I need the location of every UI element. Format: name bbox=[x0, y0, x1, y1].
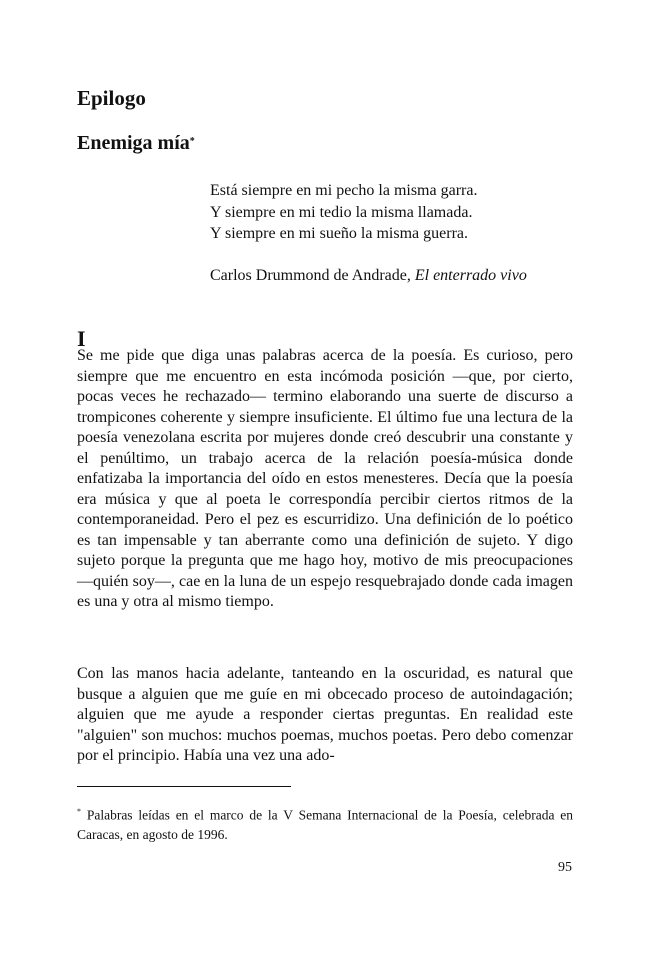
epigraph-attribution bbox=[210, 267, 527, 285]
chapter-title-text: Enemiga mía bbox=[77, 132, 190, 154]
part-number: I bbox=[77, 326, 86, 351]
body-paragraph: Con las manos hacia adelante, tanteando en la oscuridad, es natural que busque a alguien que me guíe en mi obcecado proceso de autoindagación; alguien que me ayude a responder ciertas preguntas. En realidad este "alguien" son muchos: muchos poemas, muchos poetas. Pero debo comenzar por el principio. Había una vez una ado- bbox=[77, 665, 573, 764]
footnote-marker: * bbox=[77, 807, 81, 816]
chapter-title bbox=[77, 132, 195, 155]
footnote-divider bbox=[77, 786, 291, 787]
epigraph bbox=[210, 180, 590, 245]
body-paragraph: Se me pide que diga unas palabras acerca de la poesía. Es curioso, pero siempre que me encuentro en esta incómoda posición —que, por cierto, pocas veces he rechazado— termino elaborando una suerte de discurso a trompicones coherente y siempre insuficiente. El último fue una lectura de la poesía venezolana escrita por mujeres donde creó descubrir una constante y el penúltimo, un trabajo acerca de la relación poesía-música donde enfatizaba la importancia del oído en estos menesteres. Decía que la poesía era música y que al poeta le correspondía percibir ciertos ritmos de la contemporaneidad. Pero el pez es escurridizo. Una definición de lo poético es tan impensable y tan aberrante como una definición de sujeto. Y digo sujeto porque la pregunta que me hago hoy, motivo de mis preocupaciones —quién soy—, cae en la luna de un espejo resquebrajado donde cada imagen es una y otra al mismo tiempo. bbox=[77, 347, 573, 610]
epigraph-work: El enterrado vivo bbox=[414, 267, 527, 284]
epigraph-line: Y siempre en mi sueño la misma guerra. bbox=[210, 225, 468, 242]
page-number: 95 bbox=[558, 860, 572, 875]
epigraph-line: Y siempre en mi tedio la misma llamada. bbox=[210, 203, 473, 221]
section-title: Epilogo bbox=[77, 86, 146, 110]
footnote-text: Palabras leídas en el marco de la V Semana Internacional de la Poesía, celebrada en Caracas, en agosto de 1996. bbox=[77, 807, 574, 842]
footnote-reference: * bbox=[189, 136, 195, 147]
footnote bbox=[77, 802, 573, 844]
epigraph-author: Carlos Drummond de Andrade, bbox=[210, 267, 411, 284]
epigraph-line: Está siempre en mi pecho la misma garra. bbox=[210, 182, 478, 199]
